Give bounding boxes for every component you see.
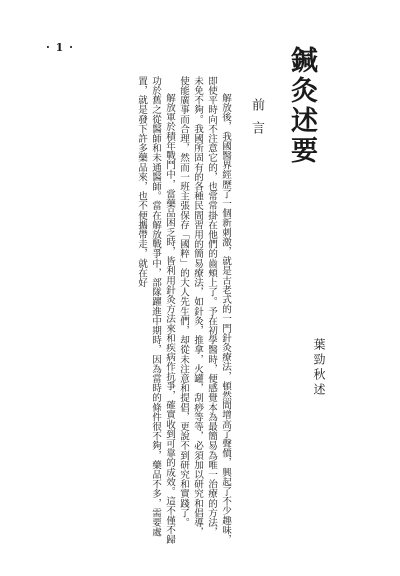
article-body: [86, 76, 232, 546]
article-title: 鍼灸述要: [286, 46, 317, 166]
author-byline: 葉勁秋述: [312, 338, 326, 398]
body-paragraph: 解放後，我國醫界經歷了一個新刺激，就是古老式的一門針灸療法，頓然間增高了聲價，興起了不少趣味，即使平時向不注意它的，也常常掛在他們的齒頰上了。予在初學醫時，便感覺本為最簡易為唯一治療的方法，未免不夠。我國所固有的各種民間習用的簡易療法，如針灸，推拿，火罐，刮痧等等，必須加以研究和倡導，使能廣事而合理，然而一班主張保存「國粹」的大人先生們，却從未注意和提倡，更說不到研究和實踐了。: [178, 76, 231, 545]
section-heading: 前言: [249, 98, 264, 144]
body-paragraph: 解放軍於積年戰鬥中，當藥品困乏時，皆利用針灸方法來和疾病作抗爭，確實收到可靠的成效。這不僅不歸功於舊之從醫師和未通醫師。當在解放戰爭中，部隊躍進中期時，因為當時的條件很不夠，藥品不多，需要處置，就是發下許多藥品來，也不便攜帶走，就在好: [136, 76, 175, 545]
page-number: · 1 ·: [46, 41, 74, 54]
